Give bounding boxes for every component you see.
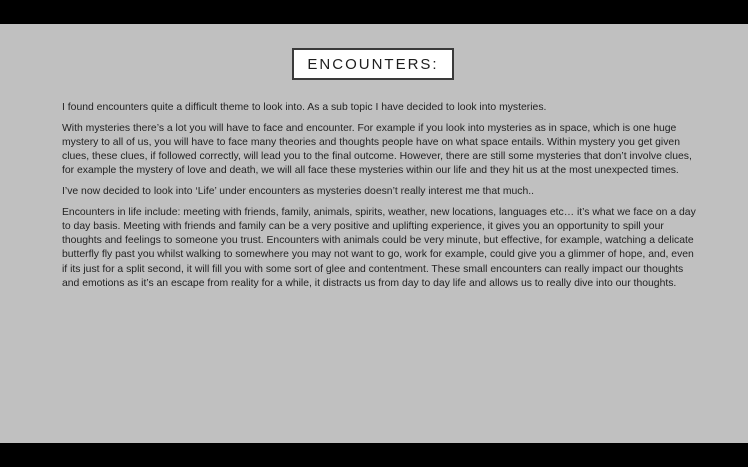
slide [0,24,748,443]
slide-title: ENCOUNTERS: [307,55,439,73]
paragraph-life: I’ve now decided to look into ‘Life’ under encounters as mysteries doesn’t really interest me that much.. [62,186,535,198]
paragraph-encounters-in-life: Encounters in life include: meeting with friends, family, animals, spirits, weather, new locations, languages etc… it’s what we face on a day to day basis. Meeting with friends and family can be a very positive and uplifting experience, it gives you an opportunity to spill your thoughts and feelings to someone you trust. Encounters with animals could be very minute, but effective, for example, watching a delicate butterfly fly past you whilst walking to somewhere you may not want to go, work for example, could give you a glimmer of hope, and, even if its just for a split second, it will fill you with some sort of glee and contentment. These small encounters can really impact our thoughts and emotions as it’s an escape from reality for a while, it distracts us from day to day life and allows us to really dive into our thoughts. [62,206,696,289]
paragraph-intro: I found encounters quite a difficult theme to look into. As a sub topic I have decided to look into mysteries. [62,102,547,113]
title-box [292,48,454,80]
paragraph-mysteries: With mysteries there’s a lot you will have to face and encounter. For example if you look into mysteries as in space, which is one huge mystery to all of us, you will have to face many theories and thoughts people have on what space entails. Within mystery you get given clues, these clues, if followed correctly, will lead you to the final outcome. However, there are still some mysteries that don’t involve clues, for example the mystery of love and death, we will all face these mysteries within our life and they hit us at the most unexpected times. [62,122,692,177]
slide-body [62,101,696,297]
